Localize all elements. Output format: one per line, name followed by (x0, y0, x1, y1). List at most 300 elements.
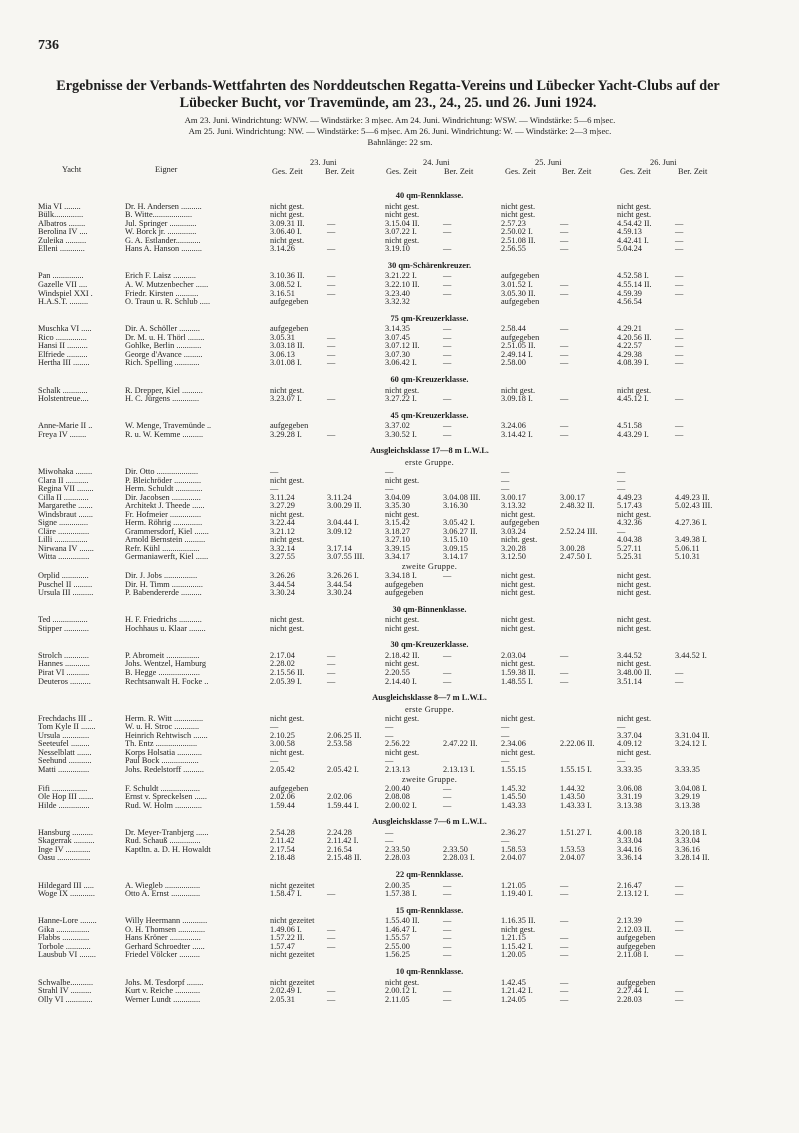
ber-zeit-25: 2.52.24 III. (560, 526, 598, 536)
ber-zeit-24: 3.14.17 (443, 552, 468, 562)
owner-name: O. H. Thomsen ............. (125, 924, 206, 934)
ges-zeit-23: 2.17.54 (270, 844, 295, 854)
ges-zeit-23: nicht gest. (270, 385, 305, 395)
owner-name: Jul. Springer ............. (125, 218, 197, 228)
ges-zeit-25: nicht gest. (501, 588, 536, 598)
ber-zeit-24: — (443, 288, 452, 298)
ges-zeit-23: aufgegeben (270, 324, 309, 334)
owner-name: Friedr. Kirsten ........... (125, 288, 199, 298)
owner-name: R. Drepper, Kiel .......... (125, 385, 203, 395)
ges-zeit-26: 2.13.12 I. (617, 889, 649, 899)
table-row (0, 854, 799, 863)
ber-zeit-25: 1.44.32 (560, 783, 585, 793)
ges-zeit-25: aufgegeben (501, 271, 540, 281)
ges-zeit-23: 3.44.54 (270, 579, 295, 589)
ges-zeit-24: 3.15.42 (385, 518, 410, 528)
table-row (0, 431, 799, 440)
ges-zeit-25: nicht gest. (501, 201, 536, 211)
yacht-name: Gika ................ (38, 924, 90, 934)
ges-zeit-25: 2.58.00 (501, 358, 526, 368)
ges-zeit-24: 2.00.35 (385, 880, 410, 890)
ges-zeit-24: 2.56.22 (385, 739, 410, 749)
yacht-name: Skagerrak .......... (38, 836, 95, 846)
ges-zeit-24: 2.20.55 (385, 667, 410, 677)
ber-zeit-26: — (675, 227, 684, 237)
ber-zeit-25: 1.55.15 I. (560, 764, 592, 774)
owner-name: Kaptltn. a. D. H. Howaldt (125, 844, 211, 854)
ber-zeit-26: — (675, 429, 684, 439)
ges-zeit-24: — (385, 722, 394, 732)
owner-name: B. Witte................... (125, 210, 193, 220)
ber-zeit-26: 3.20.18 I. (675, 827, 707, 837)
ges-zeit-25: 3.13.32 (501, 501, 526, 511)
ges-zeit-26: nicht gest. (617, 509, 652, 519)
ber-zeit-23: 2.06.25 II. (327, 730, 362, 740)
owner-name: Fr. Hofmeier ............... (125, 509, 202, 519)
ges-zeit-23: nicht gest. (270, 535, 305, 545)
ges-zeit-26: nicht gest. (617, 210, 652, 220)
yacht-name: Signe .............. (38, 518, 89, 528)
ges-zeit-26: — (617, 466, 626, 476)
ber-zeit-23: — (327, 429, 336, 439)
ges-zeit-24: 3.27.10 (385, 535, 410, 545)
ber-zeit-23: — (327, 244, 336, 254)
ber-zeit-23: 2.53.58 (327, 739, 352, 749)
ges-zeit-23: 3.10.36 II. (270, 271, 305, 281)
ges-zeit-25: 3.24.06 (501, 421, 526, 431)
class-heading: 10 qm-Rennklasse. (395, 966, 464, 976)
ges-zeit-25: 1.43.33 (501, 800, 526, 810)
ber-zeit-26: — (675, 341, 684, 351)
ges-zeit-24: nicht gest. (385, 659, 420, 669)
ber-zeit-24: — (443, 429, 452, 439)
ges-zeit-23: 3.14.26 (270, 244, 295, 254)
ber-zeit-26: — (675, 324, 684, 334)
ges-zeit-24: — (385, 756, 394, 766)
ber-zeit-23: — (327, 933, 336, 943)
ges-zeit-23: nicht gest. (270, 747, 305, 757)
ber-zeit-24: 3.05.42 I. (443, 518, 475, 528)
owner-name: Johs. M. Tesdorpf ........ (125, 977, 204, 987)
ber-zeit-25: 2.04.07 (560, 853, 585, 863)
ges-zeit-26: — (617, 484, 626, 494)
ges-zeit-24: 3.22.10 II. (385, 280, 420, 290)
owner-name: Gohlke, Berlin ............ (125, 341, 202, 351)
ges-zeit-23: nicht gest. (270, 713, 305, 723)
ber-zeit-26: 3.13.38 (675, 800, 700, 810)
ber-zeit-26: 3.29.19 (675, 792, 700, 802)
ber-zeit-24: — (443, 244, 452, 254)
yacht-name: Frechdachs III .. (38, 713, 93, 723)
ges-zeit-26: 3.37.04 (617, 730, 642, 740)
table-row (0, 890, 799, 899)
ges-zeit-25: 3.01.52 I. (501, 280, 533, 290)
class-heading: 30 qm-Schärenkreuzer. (387, 260, 472, 270)
yacht-name: Elleni ............ (38, 244, 85, 254)
yacht-name: Puschel II ......... (38, 579, 93, 589)
ges-zeit-26: 4.52.58 I. (617, 271, 649, 281)
table-row (0, 553, 799, 562)
ges-zeit-24: 2.14.40 I. (385, 676, 417, 686)
ber-zeit-26: 5.06.11 (675, 543, 700, 553)
ber-zeit-25: — (560, 977, 569, 987)
ges-zeit-26: 2.13.39 (617, 916, 642, 926)
ges-zeit-23: 2.15.56 II. (270, 667, 305, 677)
ber-zeit-25: 2.47.50 I. (560, 552, 592, 562)
ber-zeit-26: 3.28.14 II. (675, 853, 710, 863)
class-heading: 30 qm-Kreuzerklasse. (390, 640, 469, 650)
ges-zeit-26: 4.55.14 II. (617, 280, 652, 290)
table-row (0, 715, 799, 724)
yacht-name: Mia VI ........ (38, 201, 81, 211)
ges-zeit-25: 2.57.23 (501, 218, 526, 228)
ges-zeit-25: 1.21.15 (501, 933, 526, 943)
ges-zeit-26: aufgegeben (617, 941, 656, 951)
yacht-name: Stipper ............ (38, 623, 89, 633)
ges-zeit-26: 4.54.42 II. (617, 218, 652, 228)
wind-conditions (100, 115, 700, 148)
ges-zeit-23: 3.05.31 (270, 332, 295, 342)
ges-zeit-25: 2.56.55 (501, 244, 526, 254)
ges-zeit-26: 3.44.52 (617, 650, 642, 660)
ber-zeit-23: 2.16.54 (327, 844, 352, 854)
ber-zeit-23: — (327, 349, 336, 359)
wind-line-1: Am 23. Juni. Windrichtung: WNW. — Windstärke: 3 m|sec. Am 24. Juni. Windrichtung: WSW. — Windstärke: 5—6 m|sec. (184, 115, 616, 125)
ber-zeit-24: — (443, 950, 452, 960)
ber-zeit-26: — (675, 235, 684, 245)
ges-zeit-24: — (385, 466, 394, 476)
ber-zeit-24: — (443, 667, 452, 677)
ges-zeit-26: — (617, 756, 626, 766)
ber-zeit-26: — (675, 924, 684, 934)
ges-zeit-23: nicht gest. (270, 615, 305, 625)
ber-zeit-25: 1.51.27 I. (560, 827, 592, 837)
ber-zeit-25: — (560, 889, 569, 899)
ber-zeit-24: 2.33.50 (443, 844, 468, 854)
ges-zeit-26: 4.04.38 (617, 535, 642, 545)
ber-zeit-25: 3.00.28 (560, 543, 585, 553)
owner-name: Refr. Kühl .................. (125, 543, 200, 553)
yacht-name: Zuleika .......... (38, 235, 87, 245)
owner-name: Johs. Redelstorff .......... (125, 764, 204, 774)
ges-zeit-25: nicht gest. (501, 385, 536, 395)
ges-zeit-23: 2.11.42 (270, 836, 295, 846)
ges-zeit-25: 1.42.45 (501, 977, 526, 987)
ber-zeit-23: — (327, 288, 336, 298)
header-day-2: 24. Juni (423, 158, 450, 167)
yacht-name: Bülk.............. (38, 210, 84, 220)
ber-zeit-25: — (560, 394, 569, 404)
ges-zeit-26: — (617, 475, 626, 485)
ges-zeit-23: 2.18.48 (270, 853, 295, 863)
owner-name: F. Schuldt ................... (125, 783, 200, 793)
ber-zeit-24: — (443, 924, 452, 934)
ber-zeit-25: 1.43.50 (560, 792, 585, 802)
owner-name: Dir. J. Jobs ................ (125, 570, 198, 580)
ges-zeit-25: aufgegeben (501, 332, 540, 342)
ges-zeit-26: — (617, 722, 626, 732)
ges-zeit-25: nicht gest. (501, 924, 536, 934)
ber-zeit-26: — (675, 994, 684, 1004)
yacht-name: Seeteufel ......... (38, 739, 90, 749)
ber-zeit-25: 3.00.17 (560, 492, 585, 502)
table-row (0, 766, 799, 775)
yacht-name: Cilla II ............ (38, 492, 89, 502)
table-row (0, 951, 799, 960)
ges-zeit-24: nicht gest. (385, 385, 420, 395)
ges-zeit-23: 3.30.24 (270, 588, 295, 598)
ges-zeit-24: 3.14.35 (385, 324, 410, 334)
ber-zeit-25: — (560, 916, 569, 926)
ges-zeit-23: nicht gest. (270, 509, 305, 519)
ges-zeit-24: 2.00.12 I. (385, 986, 417, 996)
ges-zeit-25: 2.58.44 (501, 324, 526, 334)
ges-zeit-23: 2.02.06 (270, 792, 295, 802)
ber-zeit-26: — (675, 950, 684, 960)
yacht-name: Hanne-Lore ........ (38, 916, 97, 926)
ges-zeit-25: — (501, 756, 510, 766)
yacht-name: Cläre ............... (38, 526, 90, 536)
owner-name: Johs. Wentzel, Hamburg (125, 659, 207, 669)
ges-zeit-23: 2.28.02 (270, 659, 295, 669)
ges-zeit-26: nicht gest. (617, 570, 652, 580)
course-length: Bahnlänge: 22 sm. (367, 137, 433, 147)
ber-zeit-26: — (675, 889, 684, 899)
ber-zeit-23: — (327, 924, 336, 934)
owner-name: A. Wiegleb ................. (125, 880, 201, 890)
ges-zeit-23: nicht gezeitet (270, 880, 315, 890)
yacht-name: Hannes ............ (38, 659, 90, 669)
yacht-name: Olly VI ............. (38, 994, 93, 1004)
ges-zeit-26: 4.29.21 (617, 324, 642, 334)
header-day-1: 23. Juni (310, 158, 337, 167)
ges-zeit-26: 5.17.43 (617, 501, 642, 511)
ges-zeit-24: 1.55.57 (385, 933, 410, 943)
ber-zeit-24: — (443, 271, 452, 281)
owner-name: Dr. M. u. H. Thörl ........ (125, 332, 205, 342)
owner-name: Otto A. Ernst .............. (125, 889, 201, 899)
class-heading: 15 qm-Rennklasse. (395, 905, 464, 915)
owner-name: G. A. Estlander............ (125, 235, 201, 245)
table-row (0, 477, 799, 486)
ber-zeit-26: — (675, 271, 684, 281)
ges-zeit-23: — (270, 756, 279, 766)
ges-zeit-24: 2.55.00 (385, 941, 410, 951)
ber-zeit-23: — (327, 280, 336, 290)
ber-zeit-25: 2.48.32 II. (560, 501, 595, 511)
ber-zeit-25: — (560, 288, 569, 298)
ber-zeit-24: — (443, 358, 452, 368)
ber-zeit-26: 3.36.16 (675, 844, 700, 854)
ges-zeit-23: 1.57.22 II. (270, 933, 305, 943)
ber-zeit-25: — (560, 933, 569, 943)
yacht-name: Margarethe ....... (38, 501, 93, 511)
ges-zeit-24: 3.07.30 (385, 349, 410, 359)
ber-zeit-23: 2.24.28 (327, 827, 352, 837)
yacht-name: Ole Hop III ....... (38, 792, 94, 802)
ber-zeit-24: 2.47.22 II. (443, 739, 478, 749)
ges-zeit-24: nicht gest. (385, 747, 420, 757)
ges-zeit-24: 3.21.22 I. (385, 271, 417, 281)
ges-zeit-24: 3.15.04 II. (385, 218, 420, 228)
ges-zeit-26: 4.45.12 I. (617, 394, 649, 404)
ges-zeit-24: 3.39.15 (385, 543, 410, 553)
ber-zeit-24: — (443, 349, 452, 359)
ber-zeit-26: — (675, 288, 684, 298)
ber-zeit-26: — (675, 244, 684, 254)
ber-zeit-23: — (327, 941, 336, 951)
ber-zeit-23: 2.02.06 (327, 792, 352, 802)
ges-zeit-25: aufgegeben (501, 518, 540, 528)
owner-name: George d'Avance ......... (125, 349, 203, 359)
ges-zeit-24: 2.33.50 (385, 844, 410, 854)
ber-zeit-24: 3.15.10 (443, 535, 468, 545)
yacht-name: Nirwana IV ....... (38, 543, 94, 553)
owner-name: Dr. Meyer-Tranbjerg ...... (125, 827, 209, 837)
ges-zeit-25: 1.55.15 (501, 764, 526, 774)
ges-zeit-24: 3.07.45 (385, 332, 410, 342)
owner-name: Rud. W. Holm ............. (125, 800, 202, 810)
ges-zeit-24: 3.07.22 I. (385, 227, 417, 237)
ges-zeit-24: nicht gest. (385, 475, 420, 485)
ges-zeit-25: 1.45.50 (501, 792, 526, 802)
yacht-name: Ursula III .......... (38, 588, 94, 598)
ges-zeit-24: aufgegeben (385, 579, 424, 589)
ges-zeit-24: — (385, 827, 394, 837)
ges-zeit-23: aufgegeben (270, 783, 309, 793)
ges-zeit-26: 4.59.13 (617, 227, 642, 237)
ges-zeit-25: nicht gest. (501, 570, 536, 580)
ber-zeit-23: 1.59.44 I. (327, 800, 359, 810)
ges-zeit-24: 3.19.10 (385, 244, 410, 254)
ber-zeit-23: — (327, 394, 336, 404)
ber-zeit-24: — (443, 650, 452, 660)
ges-zeit-26: 4.49.23 (617, 492, 642, 502)
ges-zeit-23: aufgegeben (270, 421, 309, 431)
yacht-name: Muschka VI ..... (38, 324, 92, 334)
ber-zeit-25: 1.53.53 (560, 844, 585, 854)
ges-zeit-26: 5.25.31 (617, 552, 642, 562)
yacht-name: Witta ............... (38, 552, 90, 562)
ber-zeit-24: — (443, 341, 452, 351)
ber-zeit-25: — (560, 994, 569, 1004)
owner-name: H. F. Friedrichs ........... (125, 615, 202, 625)
ges-zeit-23: 3.26.26 (270, 570, 295, 580)
ges-zeit-26: 4.22.57 (617, 341, 642, 351)
ges-zeit-24: — (385, 730, 394, 740)
owner-name: Grammersdorf, Kiel ....... (125, 526, 209, 536)
ber-zeit-24: — (443, 324, 452, 334)
ber-zeit-26: — (675, 349, 684, 359)
ges-zeit-23: 3.21.12 (270, 526, 295, 536)
ber-zeit-26: 4.27.36 I. (675, 518, 707, 528)
yacht-name: Inge IV ............ (38, 844, 91, 854)
yacht-name: Lilli ................ (38, 535, 88, 545)
yacht-name: Schwalbe........... (38, 977, 94, 987)
ges-zeit-25: 1.58.53 (501, 844, 526, 854)
yacht-name: Fifi ................. (38, 783, 88, 793)
ges-zeit-23: 2.05.39 I. (270, 676, 302, 686)
ber-zeit-23: 3.17.14 (327, 543, 352, 553)
yacht-name: Nesselblatt ....... (38, 747, 92, 757)
ges-zeit-25: 3.12.50 (501, 552, 526, 562)
wind-line-2: Am 25. Juni. Windrichtung: NW. — Windstärke: 5—6 m|sec. Am 26. Juni. Windrichtung: W. — Windstärke: 2—3 m|sec. (188, 126, 612, 136)
header-day-3: 25. Juni (535, 158, 562, 167)
owner-name: Rud. Schauß ............... (125, 836, 201, 846)
ges-zeit-25: nicht gest. (501, 210, 536, 220)
ges-zeit-25: — (501, 475, 510, 485)
ber-zeit-24: — (443, 916, 452, 926)
ges-zeit-23: nicht gest. (270, 235, 305, 245)
owner-name: Herm. Röhrig .............. (125, 518, 203, 528)
table-row (0, 625, 799, 634)
ges-zeit-26: 2.16.47 (617, 880, 642, 890)
ber-zeit-24: 3.09.15 (443, 543, 468, 553)
ges-zeit-25: nicht gest. (501, 623, 536, 633)
ber-zeit-26: 3.33.35 (675, 764, 700, 774)
header-ges-1: Ges. Zeit (272, 167, 303, 176)
owner-name: Paul Bock .................. (125, 756, 199, 766)
group-heading: erste Gruppe. (404, 457, 454, 467)
ges-zeit-26: 2.12.03 II. (617, 924, 652, 934)
ber-zeit-26: — (675, 218, 684, 228)
ges-zeit-24: 1.55.40 II. (385, 916, 420, 926)
ges-zeit-24: 2.11.05 (385, 994, 410, 1004)
ber-zeit-23: 3.26.26 I. (327, 570, 359, 580)
ges-zeit-26: 4.00.18 (617, 827, 642, 837)
ber-zeit-24: 2.13.13 I. (443, 764, 475, 774)
ges-zeit-26: aufgegeben (617, 977, 656, 987)
ges-zeit-26: 3.51.14 (617, 676, 642, 686)
ber-zeit-25: — (560, 986, 569, 996)
yacht-name: Miwohaka ........ (38, 466, 93, 476)
ber-zeit-23: 3.04.44 I. (327, 518, 359, 528)
ber-zeit-23: 3.30.24 (327, 588, 352, 598)
ges-zeit-26: 3.06.08 (617, 783, 642, 793)
owner-name: P. Babendererde .......... (125, 588, 202, 598)
yacht-name: Anne-Marie II .. (38, 421, 93, 431)
ges-zeit-26: 3.44.16 (617, 844, 642, 854)
ges-zeit-25: 1.20.05 (501, 950, 526, 960)
ges-zeit-25: 3.20.28 (501, 543, 526, 553)
class-heading: 75 qm-Kreuzerklasse. (390, 313, 469, 323)
class-heading: 45 qm-Kreuzerklasse. (390, 410, 469, 420)
ges-zeit-25: nicht gest. (501, 659, 536, 669)
ber-zeit-25: — (560, 676, 569, 686)
ber-zeit-23: 2.15.48 II. (327, 853, 362, 863)
ges-zeit-23: 3.23.07 I. (270, 394, 302, 404)
ges-zeit-26: 3.13.38 (617, 800, 642, 810)
ges-zeit-25: 1.59.38 II. (501, 667, 536, 677)
ges-zeit-24: 3.27.22 I. (385, 394, 417, 404)
yacht-name: Elfriede .......... (38, 349, 88, 359)
ber-zeit-23: — (327, 667, 336, 677)
ber-zeit-24: — (443, 227, 452, 237)
ges-zeit-24: 3.18.27 (385, 526, 410, 536)
ges-zeit-23: 2.05.31 (270, 994, 295, 1004)
ges-zeit-26: 3.36.14 (617, 853, 642, 863)
owner-name: P. Bleichröder ............. (125, 475, 202, 485)
owner-name: Willy Heermann ............ (125, 916, 208, 926)
ges-zeit-23: nicht gezeitet (270, 977, 315, 987)
yacht-name: Strolch ............ (38, 650, 89, 660)
ber-zeit-26: — (675, 667, 684, 677)
ber-zeit-25: — (560, 421, 569, 431)
owner-name: Germaniawerft, Kiel ...... (125, 552, 209, 562)
ges-zeit-26: 4.20.56 II. (617, 332, 652, 342)
table-row (0, 802, 799, 811)
ges-zeit-25: nicht. gest. (501, 535, 538, 545)
